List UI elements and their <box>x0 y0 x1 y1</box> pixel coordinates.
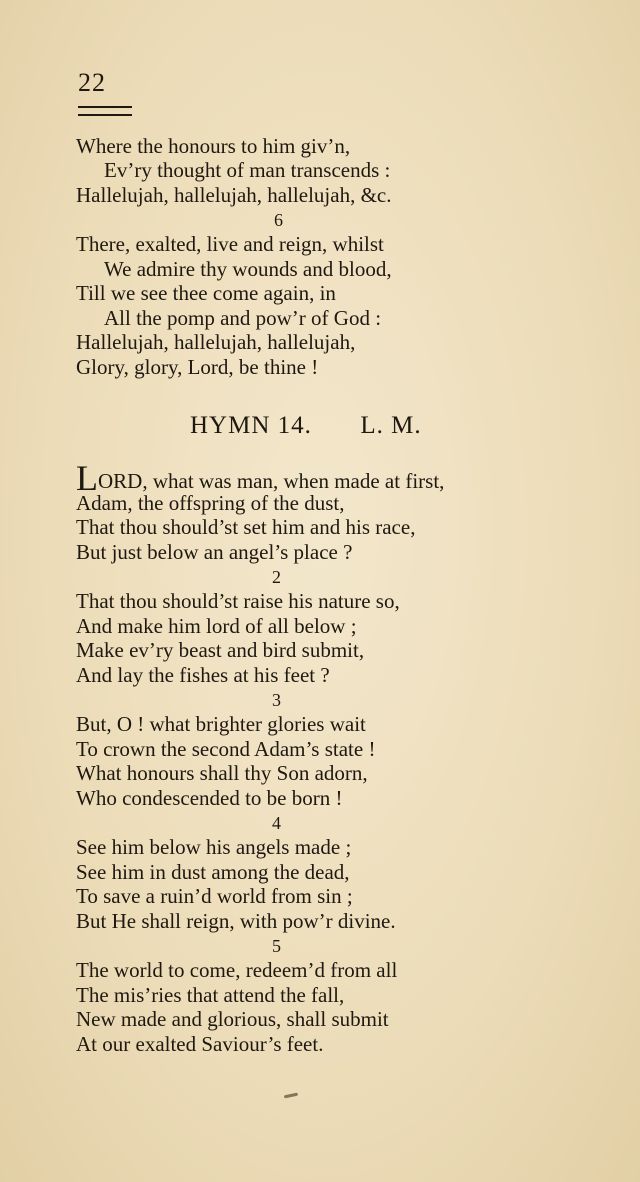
verse-line: But just below an angel’s place ? <box>76 540 353 564</box>
verse-line: Adam, the offspring of the dust, <box>76 491 345 515</box>
verse-line: Who condescended to be born ! <box>76 786 343 810</box>
verse-line: And make him lord of all below ; <box>76 614 357 638</box>
stanza-number: 5 <box>272 936 281 956</box>
verse-line: Till we see thee come again, in <box>76 281 336 305</box>
verse-line: At our exalted Saviour’s feet. <box>76 1032 324 1056</box>
stanza-number: 3 <box>272 690 281 710</box>
verse-line: There, exalted, live and reign, whilst <box>76 232 384 256</box>
verse-line: That thou should’st set him and his race, <box>76 515 416 539</box>
verse-line: Hallelujah, hallelujah, hallelujah, &c. <box>76 183 392 207</box>
header-rule-bottom <box>78 114 132 116</box>
header-rule-top <box>78 106 132 108</box>
verse-line: But, O ! what brighter glories wait <box>76 712 366 736</box>
verse-line: New made and glorious, shall submit <box>76 1007 389 1031</box>
verse-line: But He shall reign, with pow’r divine. <box>76 909 396 933</box>
verse-line: The mis’ries that attend the fall, <box>76 983 345 1007</box>
stanza-number: 6 <box>274 210 283 230</box>
stanza-number: 2 <box>272 567 281 587</box>
page-number: 22 <box>78 68 106 97</box>
verse-line: Ev’ry thought of man transcends : <box>104 158 391 182</box>
hymn-title: HYMN 14. <box>190 412 312 439</box>
verse-line: To crown the second Adam’s state ! <box>76 737 376 761</box>
verse-line: To save a ruin’d world from sin ; <box>76 884 353 908</box>
hymn-meter: L. M. <box>360 412 422 439</box>
drop-cap: L <box>76 458 98 498</box>
verse-line: See him in dust among the dead, <box>76 860 350 884</box>
verse-line: The world to come, redeem’d from all <box>76 958 398 982</box>
verse-line: That thou should’st raise his nature so, <box>76 589 400 613</box>
verse-line: What honours shall thy Son adorn, <box>76 761 368 785</box>
ink-smudge <box>284 1093 298 1099</box>
verse-line: Make ev’ry beast and bird submit, <box>76 638 365 662</box>
verse-line: Where the honours to him giv’n, <box>76 134 351 158</box>
first-line-text: ORD, what was man, when made at first, <box>98 469 445 493</box>
verse-line: Glory, glory, Lord, be thine ! <box>76 355 319 379</box>
verse-line: All the pomp and pow’r of God : <box>104 306 382 330</box>
verse-line: Hallelujah, hallelujah, hallelujah, <box>76 330 356 354</box>
verse-line: See him below his angels made ; <box>76 835 352 859</box>
verse-line: And lay the fishes at his feet ? <box>76 663 330 687</box>
verse-line: We admire thy wounds and blood, <box>104 257 392 281</box>
verse-line-first <box>76 458 445 498</box>
hymn-heading <box>190 412 422 440</box>
stanza-number: 4 <box>272 813 281 833</box>
